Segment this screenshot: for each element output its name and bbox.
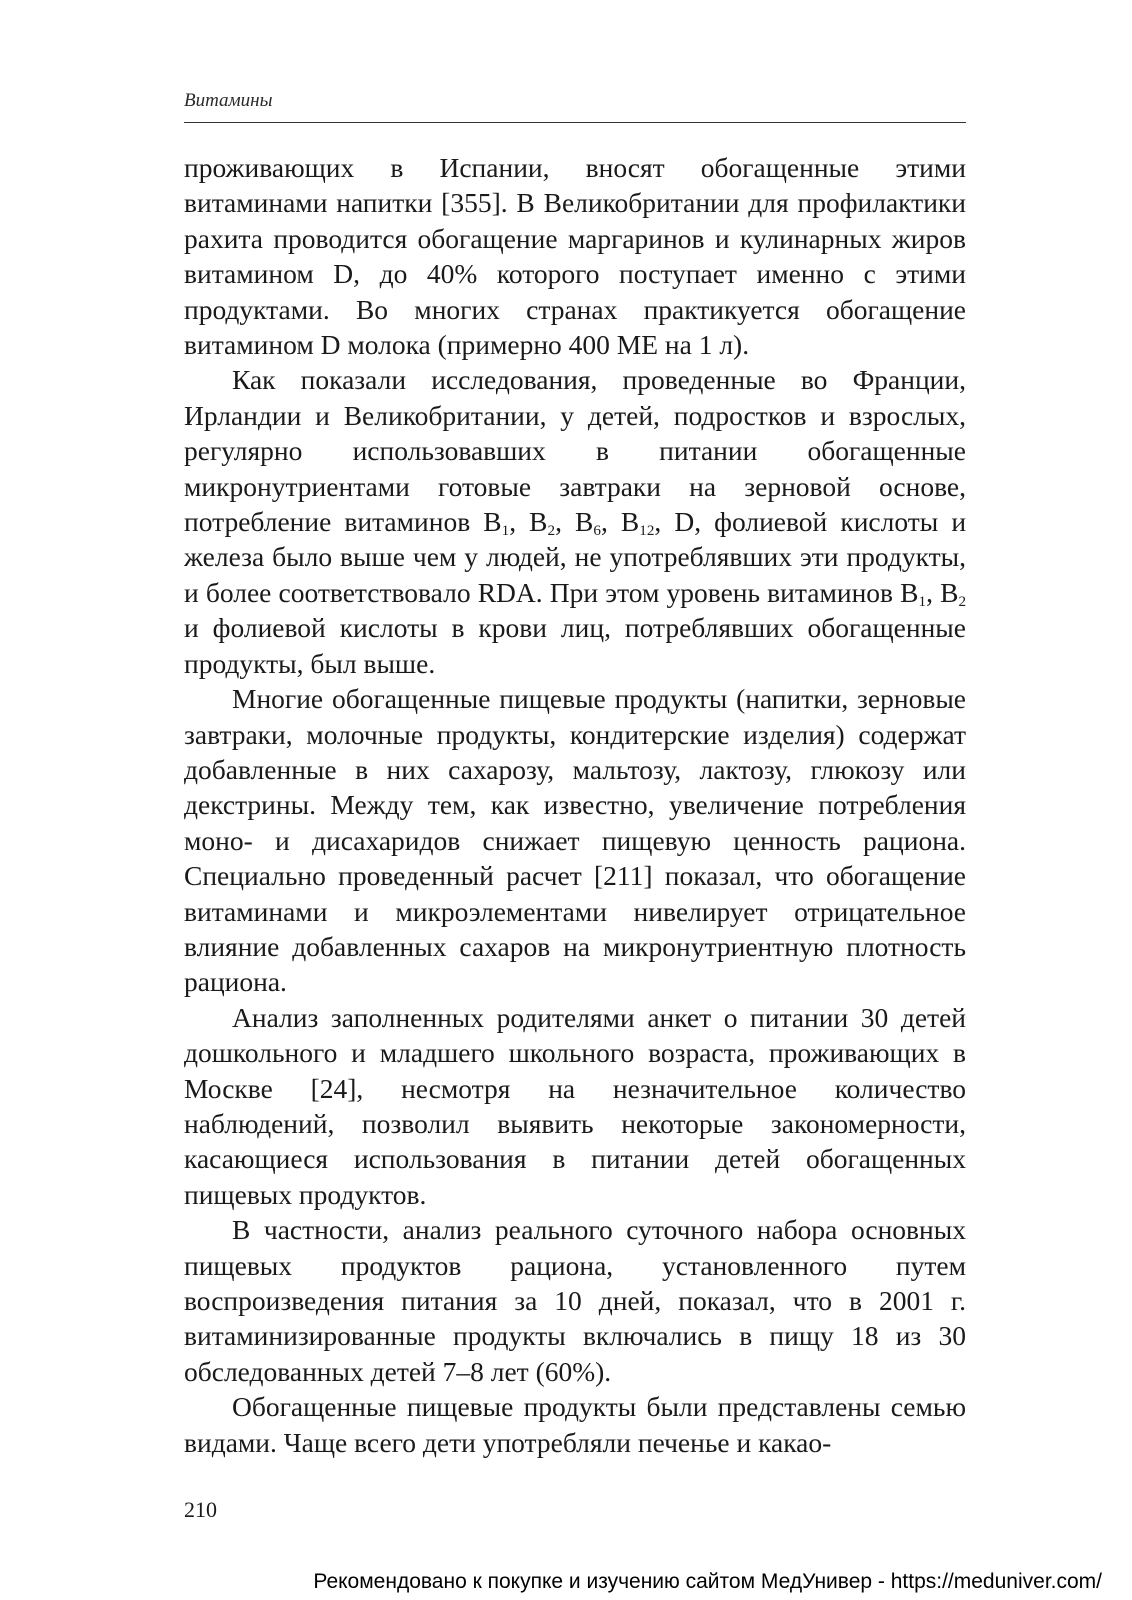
text-run: проживающих в Испании, вносят обогащенные этими витаминами напитки [355]. В Великобритании для профилактики рахита проводится обогащение маргаринов и кулинарных жиров витамином D, до 40% которого поступает именно с этими продуктами. Во многих странах практикуется обогащение витамином D молока (примерно 400 МЕ на 1 л).	[184, 152, 966, 361]
text-run: , B	[509, 506, 548, 538]
text-run: , B	[926, 576, 959, 608]
paragraph	[184, 681, 966, 1000]
text-run: Как показали исследования, проведенные во Франции, Ирландии и Великобритании, у детей, подростков и взрослых, регулярно использовавших в питании обогащенные микронутриентами готовые завтраки на зерновой основе, потребление витаминов B	[184, 364, 966, 538]
text-run: Анализ заполненных родителями анкет о питании 30 детей дошкольного и младшего школьного возраста, проживающих в Москве [24], несмотря на незначительное количество наблюдений, позволил выявить некоторые закономерности, касающиеся использования в питании детей обогащенных пищевых продуктов.	[184, 1001, 966, 1210]
text-run: и фолиевой кислоты в крови лиц, потреблявших обогащенные продукты, был выше.	[184, 612, 966, 679]
text-body	[184, 150, 966, 1460]
paragraph	[184, 1212, 966, 1389]
subscript: 1	[918, 593, 927, 610]
running-head: Витамины	[184, 90, 273, 111]
footer-link[interactable]: Рекомендовано к покупке и изучению сайтом МедУнивер - https://meduniver.com/	[313, 1570, 1102, 1593]
text-run: Многие обогащенные пищевые продукты (напитки, зерновые завтраки, молочные продукты, кондитерские изделия) содержат добавленные в них сахарозу, мальтозу, лактозу, глюкозу или декстрины. Между тем, как известно, увеличение потребления моно- и дисахаридов снижает пищевую ценность рациона. Специально проведенный расчет [211] показал, что обогащение витаминами и микроэлементами нивелирует отрицательное влияние добавленных сахаров на микронутриентную плотность рациона.	[184, 683, 966, 998]
text-run: , B	[555, 506, 594, 538]
header-rule	[184, 122, 966, 123]
paragraph	[184, 362, 966, 681]
page-number: 210	[184, 1497, 217, 1522]
subscript: 2	[547, 522, 556, 539]
subscript: 2	[958, 593, 967, 610]
text-run: В частности, анализ реального суточного набора основных пищевых продуктов рациона, установленного путем воспроизведения питания за 10 дней, показал, что в 2001 г. витаминизированные продукты включались в пищу 18 из 30 обследованных детей 7–8 лет (60%).	[184, 1214, 966, 1387]
subscript: 12	[639, 522, 655, 539]
text-run: , D, фолиевой кислоты и железа было выше чем у людей, не употреблявших эти продукты, и более соответствовало RDA. При этом уровень витаминов B	[184, 506, 967, 608]
paragraph	[184, 1389, 966, 1460]
text-run: Обогащенные пищевые продукты были представлены семью видами. Чаще всего дети употребляли печенье и какао-	[184, 1391, 966, 1458]
paragraph	[184, 1000, 966, 1212]
subscript: 6	[593, 522, 601, 539]
paragraph	[184, 150, 966, 362]
text-run: , B	[600, 506, 640, 538]
subscript: 1	[501, 522, 510, 539]
